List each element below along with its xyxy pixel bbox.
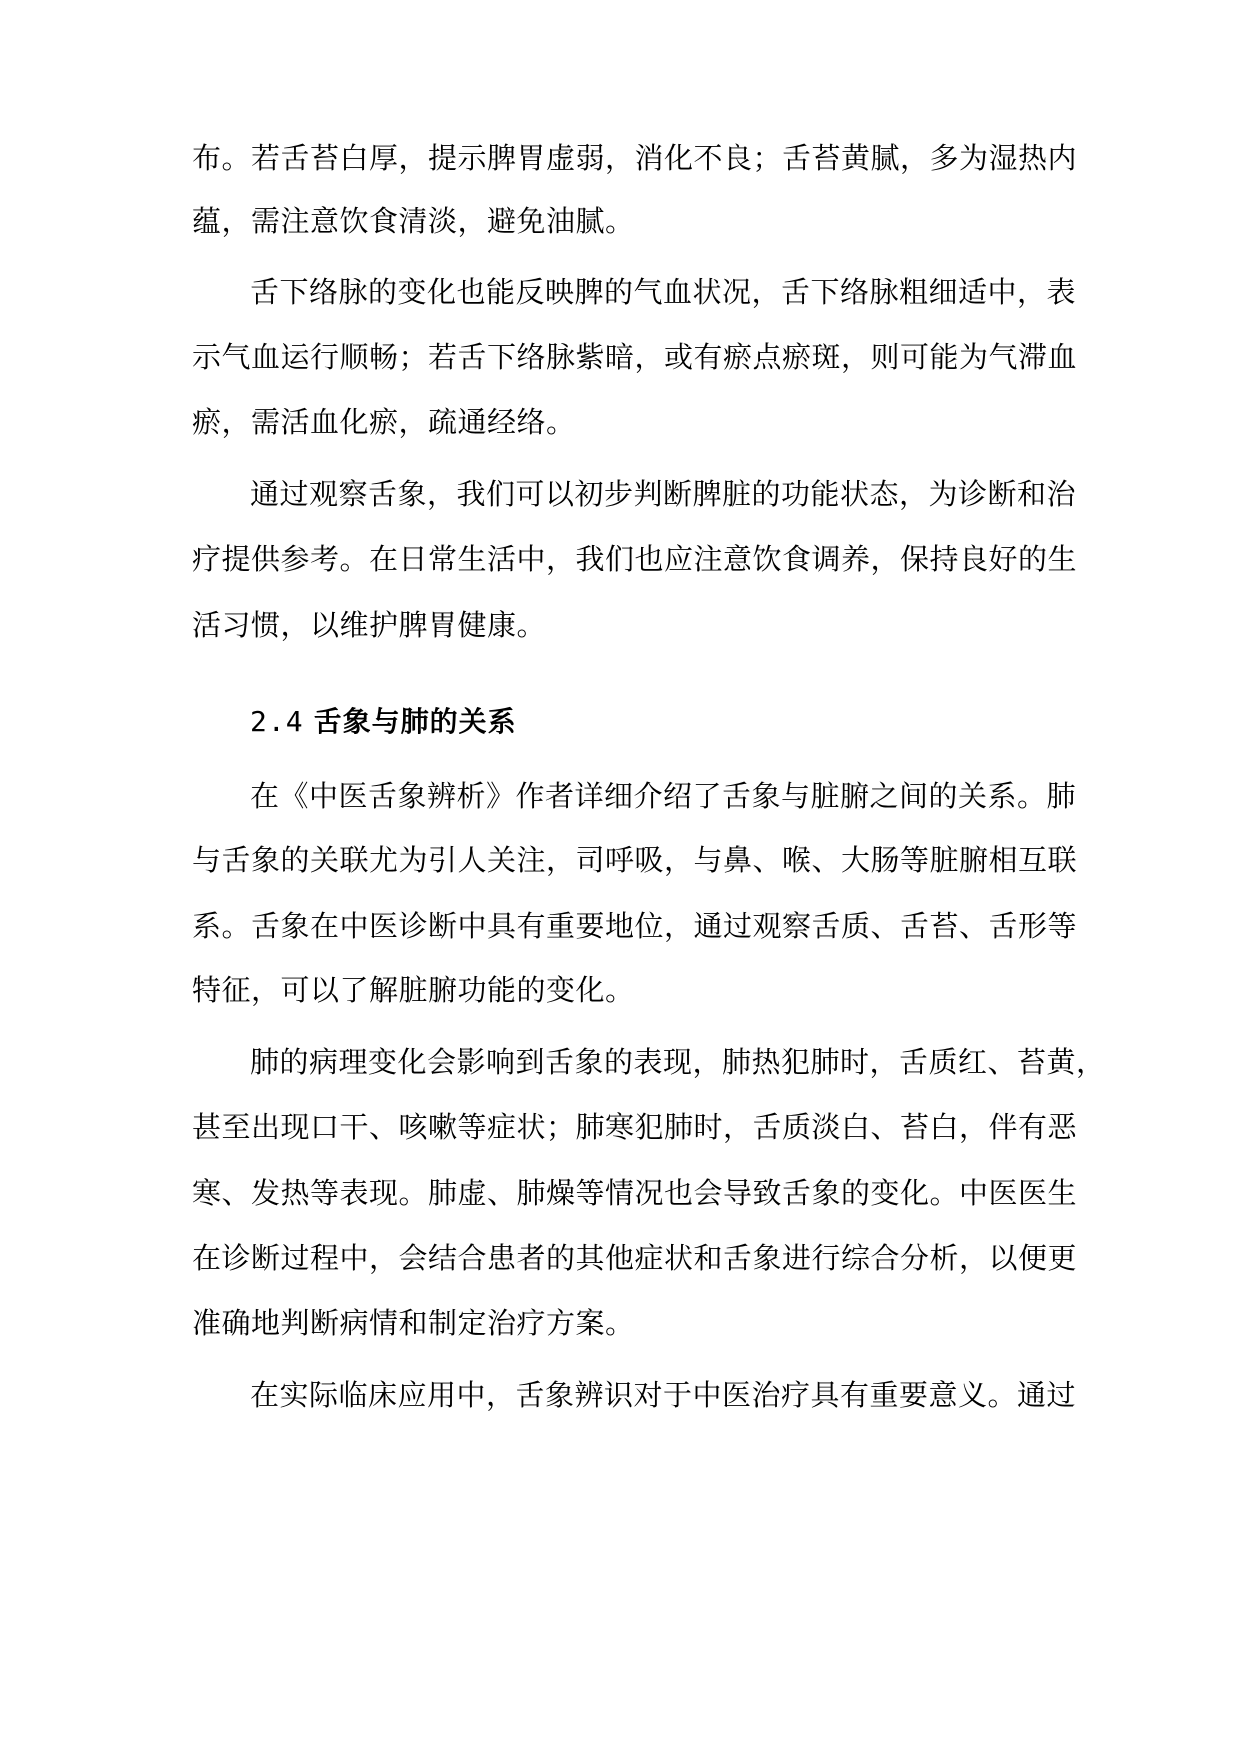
paragraph-line: 与舌象的关联尤为引人关注，司呼吸，与鼻、喉、大肠等脏腑相互联 (192, 843, 1078, 877)
paragraph-line: 活习惯，以维护脾胃健康。 (192, 608, 547, 642)
paragraph-line: 系。舌象在中医诊断中具有重要地位，通过观察舌质、舌苔、舌形等 (192, 909, 1078, 943)
paragraph-line: 蕴，需注意饮食清淡，避免油腻。 (192, 204, 635, 238)
paragraph-line: 寒、发热等表现。肺虚、肺燥等情况也会导致舌象的变化。中医医生 (192, 1176, 1078, 1210)
paragraph-line: 通过观察舌象，我们可以初步判断脾脏的功能状态，为诊断和治 (250, 477, 1077, 511)
paragraph-line: 在实际临床应用中，舌象辨识对于中医治疗具有重要意义。通过 (250, 1378, 1077, 1412)
paragraph-line: 瘀，需活血化瘀，疏通经络。 (192, 405, 576, 439)
paragraph-line: 疗提供参考。在日常生活中，我们也应注意饮食调养，保持良好的生 (192, 542, 1078, 576)
section-title: 舌象与肺的关系 (313, 705, 517, 738)
paragraph-line: 甚至出现口干、咳嗽等症状；肺寒犯肺时，舌质淡白、苔白，伴有恶 (192, 1110, 1078, 1144)
paragraph-line: 肺的病理变化会影响到舌象的表现，肺热犯肺时，舌质红、苔黄， (250, 1045, 1106, 1079)
section-number: 2.4 (250, 705, 304, 738)
paragraph-line: 示气血运行顺畅；若舌下络脉紫暗，或有瘀点瘀斑，则可能为气滞血 (192, 340, 1078, 374)
paragraph-line: 特征，可以了解脏腑功能的变化。 (192, 973, 635, 1007)
paragraph-line: 在诊断过程中，会结合患者的其他症状和舌象进行综合分析，以便更 (192, 1241, 1078, 1275)
paragraph-line: 布。若舌苔白厚，提示脾胃虚弱，消化不良；舌苔黄腻，多为湿热内 (192, 141, 1078, 175)
paragraph-line: 舌下络脉的变化也能反映脾的气血状况，舌下络脉粗细适中，表 (250, 275, 1077, 309)
paragraph-line: 在《中医舌象辨析》作者详细介绍了舌象与脏腑之间的关系。肺 (250, 779, 1077, 813)
section-heading (250, 702, 517, 742)
paragraph-line: 准确地判断病情和制定治疗方案。 (192, 1306, 635, 1340)
